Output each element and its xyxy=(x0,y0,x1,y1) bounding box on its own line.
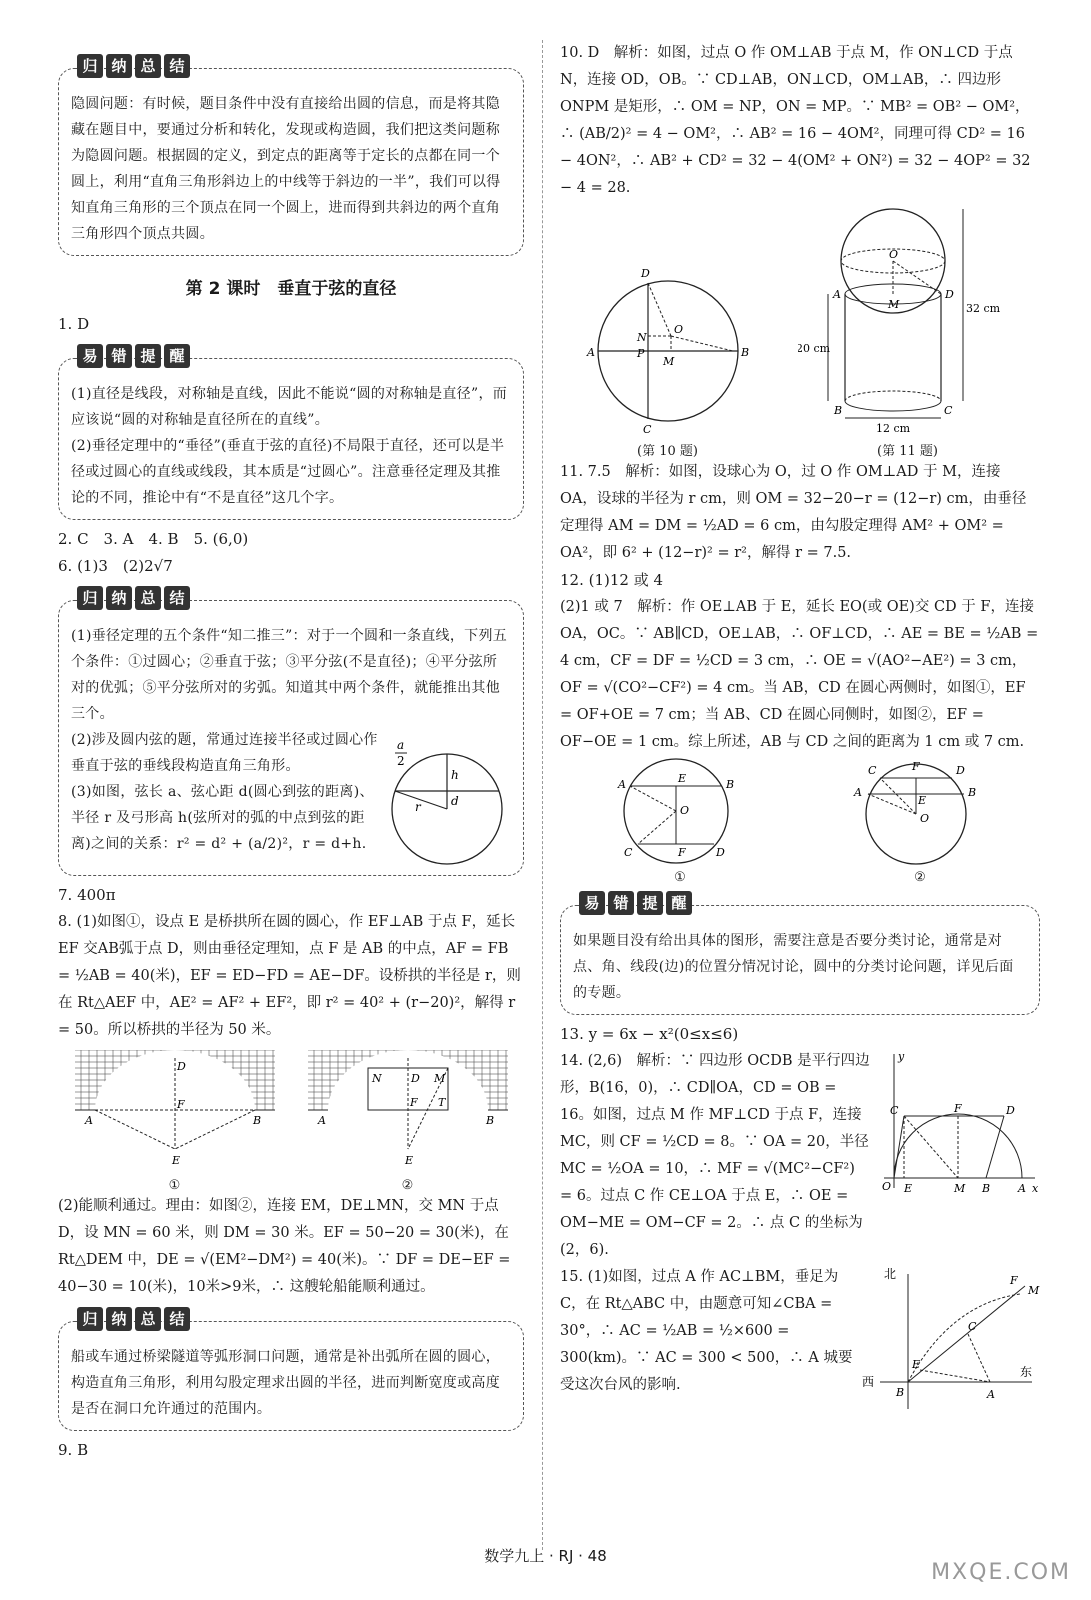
svg-text:B: B xyxy=(896,1386,905,1399)
error-tip-box-2 xyxy=(560,894,1040,1015)
figure-11-caption: (第 11 题) xyxy=(877,444,938,459)
svg-text:F: F xyxy=(409,1096,418,1109)
svg-text:P: P xyxy=(636,347,644,360)
svg-text:A: A xyxy=(987,1388,995,1401)
svg-text:北: 北 xyxy=(884,1267,897,1281)
summary-text: 船或车通过桥梁隧道等弧形洞口问题，通常是补出弧所在圆的圆心，构造直角三角形，利用勾股定理求出圆的半径，进而判断宽度或高度是否在洞口允许通过的范围内。 xyxy=(71,1349,500,1417)
svg-text:h: h xyxy=(451,768,459,782)
svg-text:F: F xyxy=(678,846,686,859)
svg-text:西: 西 xyxy=(862,1375,875,1389)
svg-text:E: E xyxy=(918,794,927,807)
svg-text:a: a xyxy=(397,738,405,752)
svg-text:N: N xyxy=(371,1072,382,1085)
figures-12 xyxy=(560,756,1040,885)
answer-11: 11. 7.5 解析：如图，设球心为 O，过 O 作 OM⊥AD 于 M，连接 OA，设球的半径为 r cm，则 OM = 32−20−r = (12−r) cm，由垂径定理得 AM = DM = ½AD = 6 cm，由勾股定理得 AM² + OM² = OA²，即 6² + (12−r)² = r²，解得 r = 7.5. xyxy=(560,464,1027,561)
svg-text:y: y xyxy=(898,1050,905,1063)
svg-text:T: T xyxy=(437,1096,445,1109)
answer-12-part-1: 12. (1)12 或 4 xyxy=(560,571,664,589)
error-tip-text-2: (2)垂径定理中的“垂径”(垂直于弦的直径)不局限于直径，还可以是半径或过圆心的直线或线段，其本质是“过圆心”。注意垂径定理及其推论的不同，推论中有“不是直径”这几个字。 xyxy=(71,438,505,506)
svg-text:F: F xyxy=(1010,1274,1018,1287)
svg-text:x: x xyxy=(1032,1182,1039,1195)
right-column xyxy=(560,40,1040,1414)
bridge-fig1-label: ① xyxy=(168,1178,181,1193)
error-tip-box xyxy=(58,347,524,520)
svg-text:A: A xyxy=(586,346,595,359)
summary-box-hidden-circle xyxy=(58,57,524,256)
svg-text:A: A xyxy=(1018,1182,1026,1195)
answer-6: 6. (1)3 (2)2√7 xyxy=(58,557,173,575)
lesson-title: 第 2 课时 垂直于弦的直径 xyxy=(185,279,397,299)
answer-9: 9. B xyxy=(58,1441,89,1459)
summary-box-arch xyxy=(58,1310,524,1431)
svg-text:A: A xyxy=(618,778,626,791)
error-tip-tag: 易 错 提 醒 xyxy=(77,344,190,368)
svg-text:C: C xyxy=(642,423,651,436)
svg-text:D: D xyxy=(944,288,954,301)
svg-text:B: B xyxy=(485,1114,494,1127)
svg-text:东: 东 xyxy=(1020,1365,1033,1379)
svg-text:r: r xyxy=(415,800,421,814)
figure-10 xyxy=(583,261,753,436)
svg-text:B: B xyxy=(740,346,749,359)
svg-text:D: D xyxy=(716,846,725,859)
svg-text:C: C xyxy=(968,1320,977,1333)
answer-8-part-1: 8. (1)如图①，设点 E 是桥拱所在圆的圆心，作 EF⊥AB 于点 F，延长 EF 交AB弧于点 D，则由垂径定理知，点 F 是 AB 的中点，AF = FB = ½AB = 40(米)，EF = ED−FD = AE−DF。设桥拱的半径是 r，则在 Rt△AEF 中，AE² = AF² + EF²，即 r² = 40² + (r−20)²，解得 r = 50。所以桥拱的半径为 50 米。 xyxy=(58,914,521,1038)
figure-14 xyxy=(870,1048,1040,1198)
svg-text:A: A xyxy=(84,1114,93,1127)
svg-text:B: B xyxy=(252,1114,261,1127)
chord-circle-figure xyxy=(381,727,511,867)
svg-text:M: M xyxy=(1028,1284,1040,1297)
figure-10-caption: (第 10 题) xyxy=(637,444,698,459)
figure-15 xyxy=(860,1264,1040,1414)
page-footer: 数学九上 · RJ · 48 xyxy=(484,1547,607,1565)
summary-text-2: (2)涉及圆内弦的题，常通过连接半径或过圆心作垂直于弦的垂线段构造直角三角形。 xyxy=(71,732,378,774)
svg-text:E: E xyxy=(171,1154,180,1167)
svg-text:D: D xyxy=(410,1072,420,1085)
figure-11 xyxy=(798,206,1018,436)
svg-text:F: F xyxy=(954,1102,962,1115)
error-tip-tag: 易 错 提 醒 xyxy=(579,891,692,915)
svg-text:E: E xyxy=(904,1182,913,1195)
svg-text:F: F xyxy=(912,760,920,773)
svg-text:B: B xyxy=(833,404,842,417)
svg-text:D: D xyxy=(1006,1104,1015,1117)
svg-text:E: E xyxy=(678,772,687,785)
svg-text:A: A xyxy=(854,786,862,799)
answer-14-block xyxy=(560,1048,1040,1264)
svg-text:M: M xyxy=(954,1182,966,1195)
bridge-fig2-label: ② xyxy=(401,1178,414,1193)
summary-text-1: (1)垂径定理的五个条件“知二推三”：对于一个圆和一条直线，下列五个条件：①过圆心；②垂直于弦；③平分弦(不是直径)；④平分弦所对的优弧；⑤平分弦所对的劣弧。知道其中两个条件，就能推出其他三个。 xyxy=(71,628,508,722)
svg-text:20 cm: 20 cm xyxy=(797,342,830,355)
summary-tag: 归 纳 总 结 xyxy=(77,586,190,610)
svg-text:M: M xyxy=(433,1072,445,1085)
svg-text:12 cm: 12 cm xyxy=(875,422,910,435)
figure-12-1-label: ① xyxy=(674,870,686,885)
bridge-figures xyxy=(58,1044,524,1193)
bridge-figure-2 xyxy=(298,1044,518,1174)
svg-text:D: D xyxy=(176,1060,186,1073)
svg-text:C: C xyxy=(943,404,952,417)
svg-text:M: M xyxy=(662,355,674,368)
summary-tag: 归 纳 总 结 xyxy=(77,54,190,78)
answer-10: 10. D 解析：如图，过点 O 作 OM⊥AB 于点 M，作 ON⊥CD 于点 N，连接 OD，OB。∵ CD⊥AB，ON⊥CD，OM⊥AB，∴ 四边形 ONPM 是矩形，∴ OM = NP，ON = MP。∵ MB² = OB² − OM²，∴ (AB/2)² = 4 − OM²，∴ AB² = 16 − 4OM²，同理可得 CD² = 16 − 4ON²，∴ AB² + CD² = 32 − 4(OM² + ON²) = 32 − 4OP² = 32 − 4 = 28. xyxy=(560,45,1031,196)
answer-12-part-2: (2)1 或 7 解析：作 OE⊥AB 于 E，延长 EO(或 OE)交 CD 于 F，连接 OA，OC。∵ AB∥CD，OE⊥AB，∴ OF⊥CD，∴ AE = BE = ½AB = 4 cm，CF = DF = ½CD = 3 cm，∴ OE = √(AO²−AE²) = 3 cm，OF = √(CO²−CF²) = 4 cm。当 AB，CD 在圆心两侧时，如图①，EF = OF+OE = 7 cm；当 AB、CD 在圆心同侧时，如图②，EF = OF−OE = 1 cm。综上所述，AB 与 CD 之间的距离为 1 cm 或 7 cm. xyxy=(560,599,1039,750)
svg-text:A: A xyxy=(832,288,841,301)
error-tip-text-1: (1)直径是线段，对称轴是直线，因此不能说“圆的对称轴是直径”，而应该说“圆的对称轴是直径所在的直线”。 xyxy=(71,386,508,428)
svg-text:C: C xyxy=(868,764,877,777)
svg-text:2: 2 xyxy=(397,754,405,768)
figures-10-11 xyxy=(560,206,1040,459)
svg-text:C: C xyxy=(890,1104,899,1117)
svg-text:B: B xyxy=(968,786,977,799)
svg-text:D: D xyxy=(640,267,650,280)
figure-12-2 xyxy=(850,756,990,866)
svg-text:O: O xyxy=(680,804,690,817)
error-tip-text: 如果题目没有给出具体的图形，需要注意是否要分类讨论，通常是对点、角、线段(边)的位置分情况讨论，圆中的分类讨论问题，详见后面的专题。 xyxy=(573,933,1014,1001)
svg-text:M: M xyxy=(887,298,899,311)
answers-2-5: 2. C 3. A 4. B 5. (6,0) xyxy=(58,530,249,548)
svg-text:C: C xyxy=(624,846,633,859)
answer-13: 13. y = 6x − x²(0≤x≤6) xyxy=(560,1025,739,1043)
svg-text:D: D xyxy=(956,764,965,777)
svg-text:A: A xyxy=(317,1114,326,1127)
summary-tag: 归 纳 总 结 xyxy=(77,1307,190,1331)
figure-12-1 xyxy=(610,756,750,866)
svg-text:B: B xyxy=(982,1182,991,1195)
svg-text:32 cm: 32 cm xyxy=(965,302,1000,315)
summary-box-perpendicular xyxy=(58,589,524,876)
answer-8-part-2: (2)能顺利通过。理由：如图②，连接 EM，DE⊥MN，交 MN 于点 D，设 MN = 60 米，则 DM = 30 米。EF = 50−20 = 30(米)，在 Rt△DEM 中，DE = √(EM²−DM²) = 40(米)。∵ DF = DE−EF = 40−30 = 10(米)，10米>9米，∴ 这艘轮船能顺利通过。 xyxy=(58,1198,511,1295)
svg-text:E: E xyxy=(912,1358,921,1371)
svg-text:B: B xyxy=(726,778,735,791)
left-column xyxy=(58,40,524,1464)
watermark: MXQE.COM xyxy=(931,1560,1071,1585)
svg-text:O: O xyxy=(882,1180,892,1193)
column-divider xyxy=(542,40,543,1550)
svg-text:O: O xyxy=(673,323,683,336)
svg-text:O: O xyxy=(920,812,930,825)
bridge-figure-1 xyxy=(65,1044,285,1174)
figure-12-2-label: ② xyxy=(914,870,926,885)
answer-15: 15. (1)如图，过点 A 作 AC⊥BM，垂足为 C，在 Rt△ABC 中，由题意可知∠CBA = 30°，∴ AC = ½AB = ½×600 = 300(km)。∵ AC = 300 < 500，∴ A 城要受这次台风的影响. xyxy=(560,1269,853,1393)
answer-14: 14. (2,6) 解析：∵ 四边形 OCDB 是平行四边形，B(16，0)，∴ CD∥OA，CD = OB = 16。如图，过点 M 作 MF⊥CD 于点 F，连接 MC，则 CF = ½CD = 8。∵ OA = 20，半径 MC = ½OA = 10，∴ MF = √(MC²−CF²) = 6。过点 C 作 CE⊥OA 于点 E，∴ OE = OM−ME = OM−CF = 2。∴ 点 C 的坐标为(2，6). xyxy=(560,1053,870,1258)
svg-text:E: E xyxy=(404,1154,413,1167)
svg-text:O: O xyxy=(888,248,898,261)
svg-text:F: F xyxy=(176,1098,185,1111)
summary-text-3: (3)如图，弦长 a、弦心距 d(圆心到弦的距离)、半径 r 及弓形高 h(弦所对的弧的中点到弦的距离)之间的关系：r² = d² + (a/2)²，r = d+h. xyxy=(71,784,374,852)
svg-text:N: N xyxy=(636,331,647,344)
summary-text: 隐圆问题：有时候，题目条件中没有直接给出圆的信息，而是将其隐藏在题目中，要通过分析和转化，发现或构造圆，我们把这类问题称为隐圆问题。根据圆的定义，到定点的距离等于定长的点都在同一个圆上，利用“直角三角形斜边上的中线等于斜边的一半”，我们可以得知直角三角形的三个顶点在同一个圆上，进而得到共斜边的两个直角三角形四个顶点共圆。 xyxy=(71,96,501,242)
answer-15-block xyxy=(560,1264,1040,1414)
answer-7: 7. 400π xyxy=(58,886,116,904)
answer-1: 1. D xyxy=(58,315,90,333)
svg-text:d: d xyxy=(451,794,459,808)
